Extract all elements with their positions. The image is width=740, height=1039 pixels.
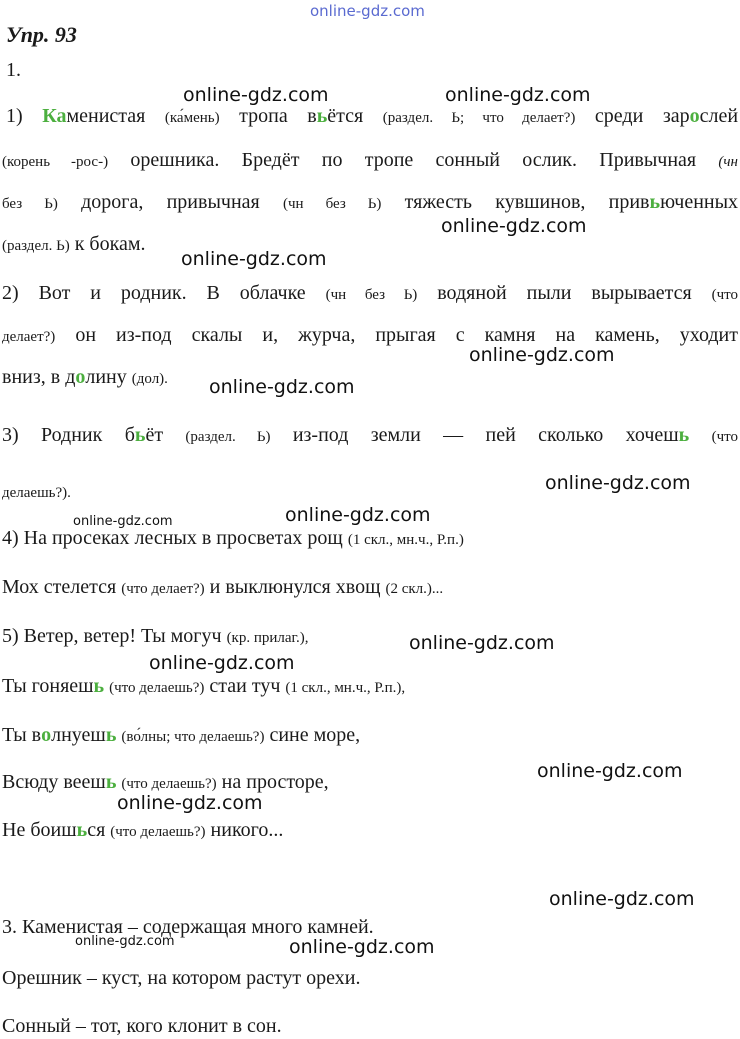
watermark: online-gdz.com [209,376,355,398]
watermark: online-gdz.com [537,760,683,782]
watermark: online-gdz.com [75,934,175,949]
watermark: online-gdz.com [289,936,435,958]
p2-line-2: делает?) он из-под скалы и, журча, прыгая с камня на камень, уходит [2,324,739,346]
watermark: online-gdz.com [73,514,173,529]
section-number-1: 1. [6,59,21,81]
watermark: online-gdz.com [181,248,327,270]
watermark: online-gdz.com [409,632,555,654]
watermark: online-gdz.com [285,504,431,526]
watermark: online-gdz.com [549,888,695,910]
watermark: online-gdz.com [183,84,329,106]
watermark: online-gdz.com [469,344,615,366]
p5-line-1: 5) Ветер, ветер! Ты могуч (кр. прилаг.), [2,625,309,647]
p1-line-4: (раздел. Ь) к бокам. [2,233,146,255]
p1-line-1: 1) Каменистая (ка́мень) тропа вьётся (раздел. Ь; что делает?) среди зарослей [6,105,739,127]
p3-line-1: 3) Родник бьёт (раздел. Ь) из-под земли — пей сколько хочешь (что [2,424,738,446]
watermark: online-gdz.com [117,792,263,814]
watermark: online-gdz.com [441,215,587,237]
p4-line-1: 4) На просеках лесных в просветах рощ (1 скл., мн.ч., Р.п.) [2,527,464,549]
p5-line-2: Ты гоняешь (что делаешь?) стаи туч (1 скл., мн.ч., Р.п.), [2,675,406,697]
watermark: online-gdz.com [310,2,425,20]
watermark: online-gdz.com [445,84,591,106]
p1-line-3: без Ь) дорога, привычная (чн без Ь) тяжесть кувшинов, привьюченных [2,191,739,213]
section3-line-1: 3. Каменистая – содержащая много камней. [2,916,374,938]
watermark: online-gdz.com [149,652,295,674]
p5-line-4: Всюду веешь (что делаешь?) на просторе, [2,771,329,793]
p5-line-3: Ты волнуешь (во́лны; что делаешь?) сине море, [2,724,361,746]
p5-line-5: Не боишься (что делаешь?) никого... [2,819,284,841]
p2-line-1: 2) Вот и родник. В облачке (чн без Ь) водяной пыли вырывается (что [2,282,739,304]
section3-line-2: Орешник – куст, на котором растут орехи. [2,967,361,989]
watermark: online-gdz.com [545,472,691,494]
p1-line-2: (корень -рос-) орешника. Бредёт по тропе сонный ослик. Привычная (чн [2,149,738,171]
p3-line-2: делаешь?). [2,485,71,501]
p4-line-2: Мох стелется (что делает?) и выклюнулся хвощ (2 скл.)... [2,576,444,598]
exercise-title: Упр. 93 [6,22,77,47]
section3-line-3: Сонный – тот, кого клонит в сон. [2,1015,282,1037]
p2-line-3: вниз, в долину (дол). [2,366,168,388]
